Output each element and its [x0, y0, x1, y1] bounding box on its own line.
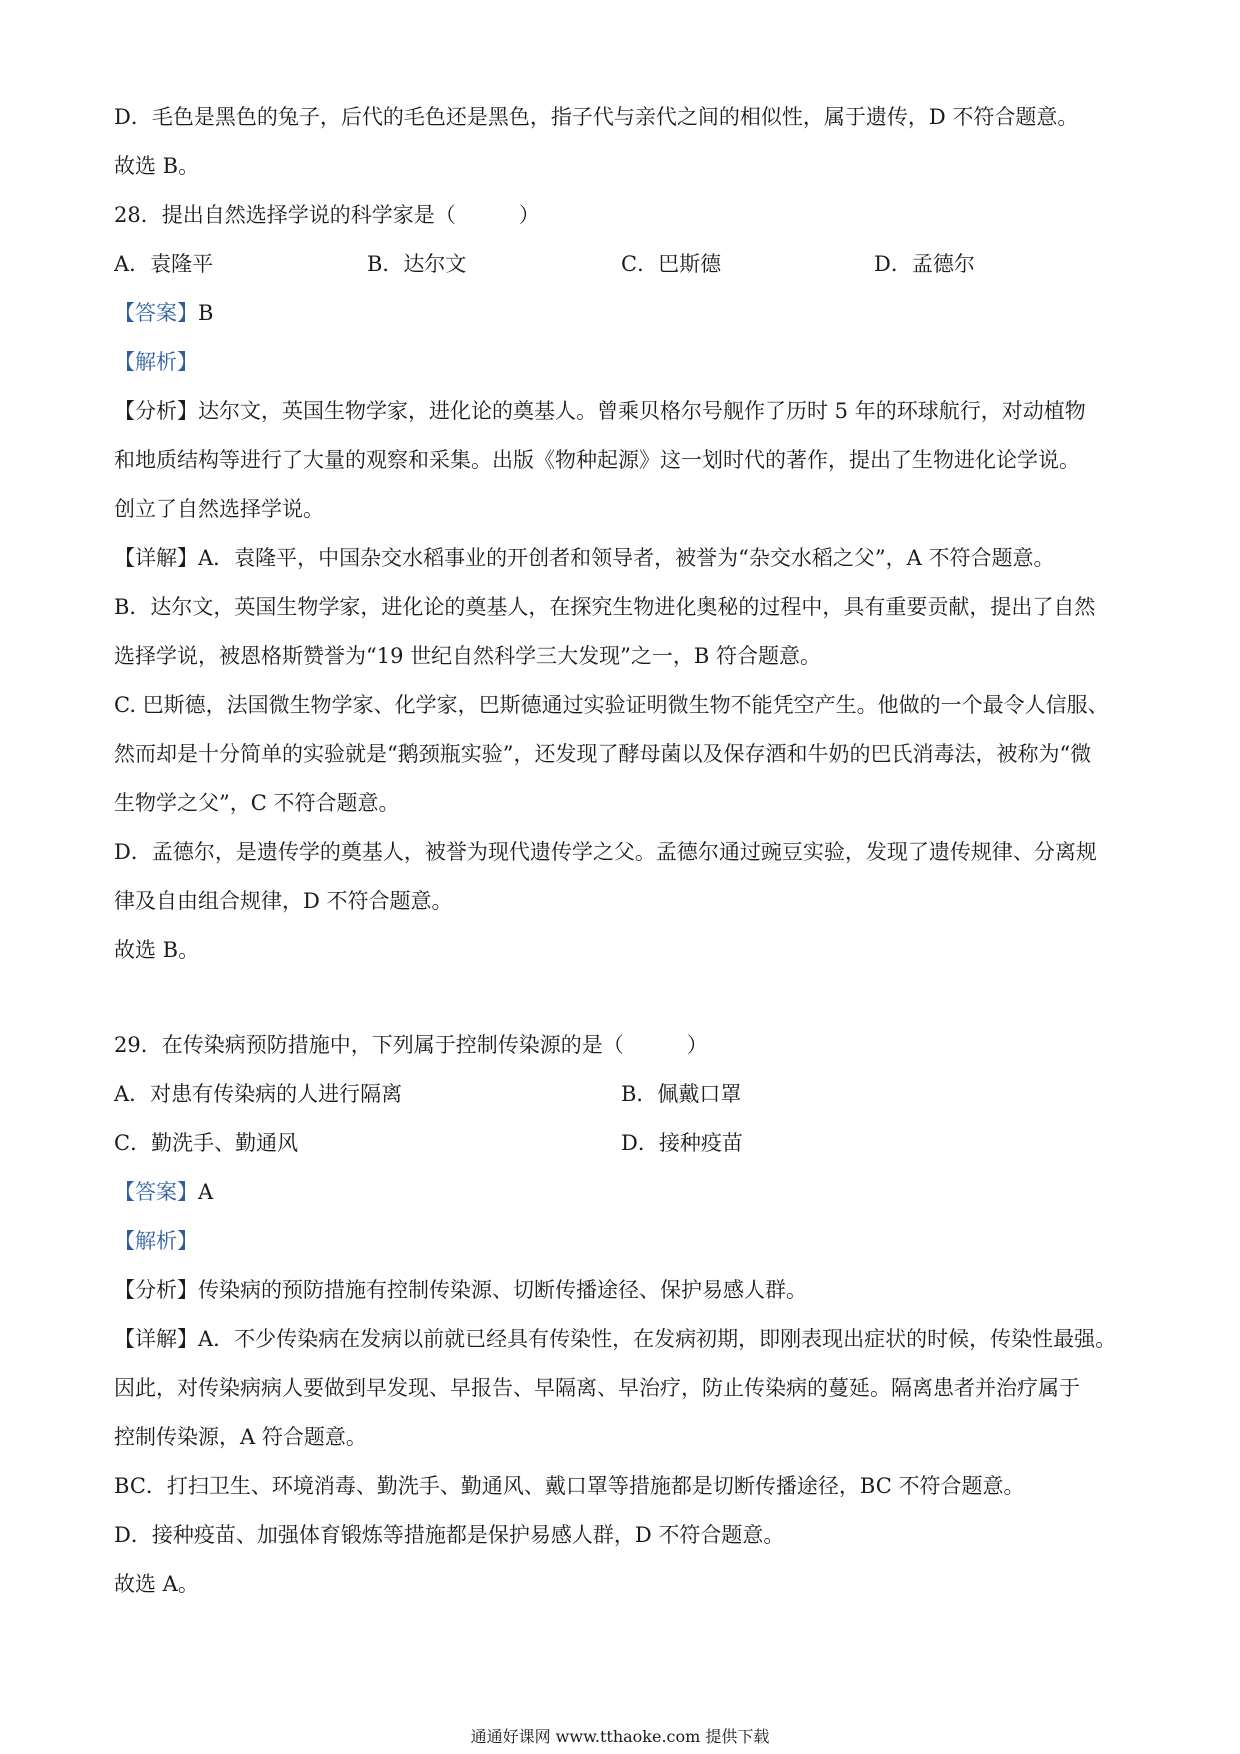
q29-xiangjie-line-3: 控制传染源，A 符合题意。: [114, 1425, 367, 1449]
xiangjie-text: A．袁隆平，中国杂交水稻事业的开创者和领导者，被誉为“杂交水稻之父”，A 不符合题意。: [198, 546, 1055, 570]
q28-analysis-tag: 【解析】: [114, 350, 198, 374]
q28-xiangjie-line-8: 律及自由组合规律，D 不符合题意。: [114, 889, 453, 913]
q28-xiangjie-line-1: [114, 543, 1054, 573]
q28-xiangjie-line-2: B．达尔文，英国生物学家，进化论的奠基人，在探究生物进化奥秘的过程中，具有重要贡献，提出了自然: [114, 595, 1096, 619]
q29-xiangjie-line-5: D．接种疫苗、加强体育锻炼等措施都是保护易感人群，D 不符合题意。: [114, 1523, 785, 1547]
answer-value: A: [198, 1180, 214, 1204]
fenxi-tag: 【分析】: [114, 399, 198, 423]
answer-value: B: [198, 301, 214, 325]
q28-fenxi-line-2: 和地质结构等进行了大量的观察和采集。出版《物种起源》这一划时代的著作，提出了生物进化论学说。: [114, 448, 1080, 472]
xiangjie-tag: 【详解】: [114, 546, 198, 570]
fenxi-tag: 【分析】: [114, 1278, 198, 1302]
q29-option-a: A．对患有传染病的人进行隔离: [114, 1082, 403, 1106]
q28-option-a: A．袁隆平: [114, 252, 214, 276]
q28-xiangjie-line-4: C. 巴斯德，法国微生物学家、化学家，巴斯德通过实验证明微生物不能凭空产生。他做的一个最令人信服、: [114, 693, 1109, 717]
answer-tag: 【答案】: [114, 1180, 198, 1204]
q28-xiangjie-line-6: 生物学之父”，C 不符合题意。: [114, 791, 400, 815]
q29-xiangjie-line-4: BC．打扫卫生、环境消毒、勤洗手、勤通风、戴口罩等措施都是切断传播途径，BC 不符合题意。: [114, 1474, 1025, 1498]
fenxi-text: 传染病的预防措施有控制传染源、切断传播途径、保护易感人群。: [198, 1278, 807, 1302]
q28-xiangjie-line-7: D．孟德尔，是遗传学的奠基人，被誉为现代遗传学之父。孟德尔通过豌豆实验，发现了遗传规律、分离规: [114, 840, 1097, 864]
q29-answer: [114, 1177, 213, 1207]
q28-conclusion: 故选 B。: [114, 938, 200, 962]
q28-fenxi-line-3: 创立了自然选择学说。: [114, 497, 324, 521]
q29-option-d: D．接种疫苗: [621, 1131, 743, 1155]
q28-xiangjie-line-5: 然而却是十分简单的实验就是“鹅颈瓶实验”，还发现了酵母菌以及保存酒和牛奶的巴氏消毒法，被称为“微: [114, 742, 1092, 766]
prev-option-d-explanation: D．毛色是黑色的兔子，后代的毛色还是黑色，指子代与亲代之间的相似性，属于遗传，D 不符合题意。: [114, 105, 1079, 129]
q28-option-c: C．巴斯德: [621, 252, 722, 276]
q28-xiangjie-line-3: 选择学说，被恩格斯赞誉为“19 世纪自然科学三大发现”之一，B 符合题意。: [114, 644, 821, 668]
xiangjie-text: A．不少传染病在发病以前就已经具有传染性，在发病初期，即刚表现出症状的时候，传染性最强。: [198, 1327, 1117, 1351]
page-footer: 通通好课网 www.tthaoke.com 提供下载: [470, 1727, 770, 1746]
q29-option-c: C．勤洗手、勤通风: [114, 1131, 299, 1155]
answer-tag: 【答案】: [114, 301, 198, 325]
xiangjie-tag: 【详解】: [114, 1327, 198, 1351]
q29-xiangjie-line-2: 因此，对传染病病人要做到早发现、早报告、早隔离、早治疗，防止传染病的蔓延。隔离患者并治疗属于: [114, 1376, 1080, 1400]
q28-option-b: B．达尔文: [367, 252, 467, 276]
prev-conclusion: 故选 B。: [114, 154, 200, 178]
question-29-stem: 29．在传染病预防措施中，下列属于控制传染源的是（ ）: [114, 1033, 708, 1057]
q29-analysis-tag: 【解析】: [114, 1229, 198, 1253]
question-28-stem: 28．提出自然选择学说的科学家是（ ）: [114, 203, 540, 227]
fenxi-text: 达尔文，英国生物学家，进化论的奠基人。曾乘贝格尔号舰作了历时 5 年的环球航行，对动植物: [198, 399, 1086, 423]
q28-fenxi-line-1: [114, 396, 1086, 426]
q29-option-b: B．佩戴口罩: [621, 1082, 742, 1106]
q29-xiangjie-line-1: [114, 1324, 1116, 1354]
q29-conclusion: 故选 A。: [114, 1572, 199, 1596]
q28-option-d: D．孟德尔: [874, 252, 975, 276]
q29-fenxi-line: [114, 1275, 807, 1305]
q28-answer: [114, 298, 213, 328]
